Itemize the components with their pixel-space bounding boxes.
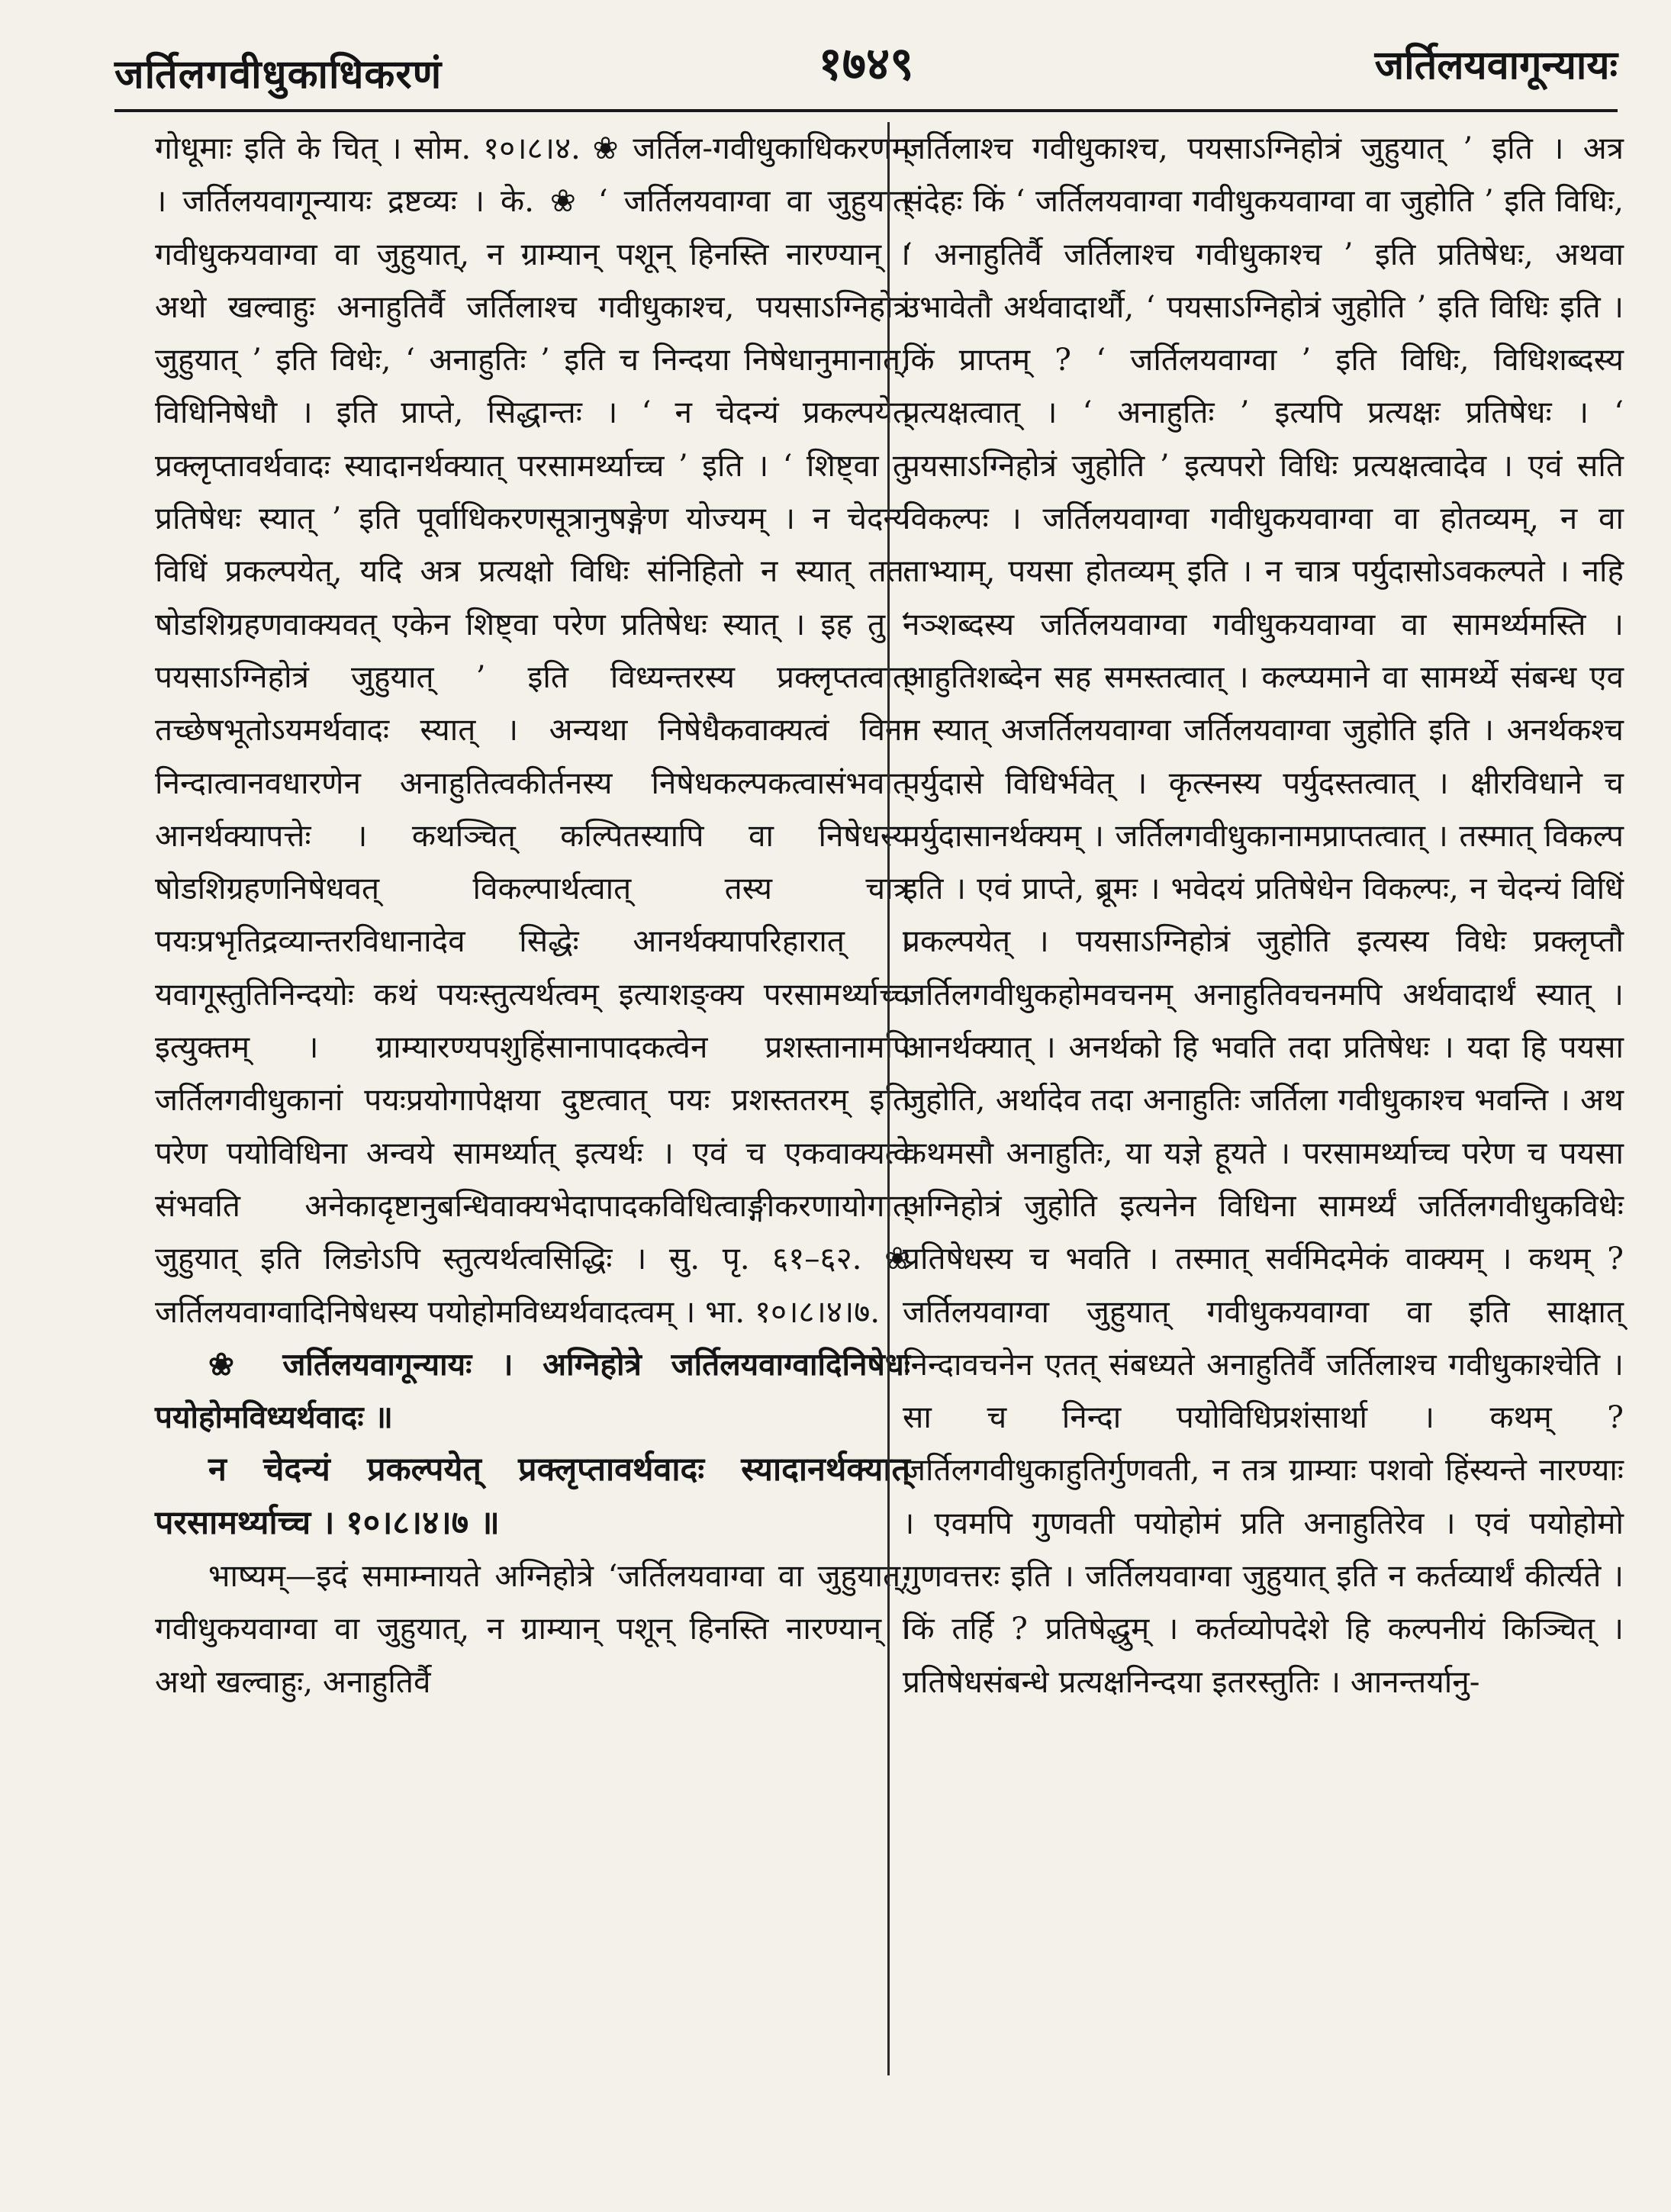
- right-column: [903, 122, 1624, 1708]
- running-header: [114, 31, 1618, 107]
- header-rule: [114, 109, 1618, 112]
- right-paragraph-1: जर्तिलाश्च गवीधुकाश्च, पयसाऽग्निहोत्रं जुहुयात् ’ इति । अत्र संदेहः किं ‘ जर्तिलयवाग्वा गवीधुकयवाग्वा वा जुहोति ’ इति विधिः, ‘ अनाहुतिर्वै जर्तिलाश्च गवीधुकाश्च ’ इति प्रतिषेधः, अथवा उभावेतौ अर्थवादार्थौ, ‘ पयसाऽग्निहोत्रं जुहोति ’ इति विधिः इति । किं प्राप्तम् ? ‘ जर्तिलयवाग्वा ’ इति विधिः, विधिशब्दस्य प्रत्यक्षत्वात् । ‘ अनाहुतिः ’ इत्यपि प्रत्यक्षः प्रतिषेधः । ‘ पयसाऽग्निहोत्रं जुहोति ’ इत्यपरो विधिः प्रत्यक्षत्वादेव । एवं सति विकल्पः । जर्तिलयवाग्वा गवीधुकयवाग्वा वा होतव्यम्, न वा ताभ्याम्, पयसा होतव्यम् इति । न चात्र पर्युदासोऽवकल्पते । नहि नञ्शब्दस्य जर्तिलयवाग्वा गवीधुकयवाग्वा वा सामर्थ्यमस्ति । आहुतिशब्देन सह समस्तत्वात् । कल्प्यमाने वा सामर्थ्ये संबन्ध एव न स्यात् अजर्तिलयवाग्वा जर्तिलयवाग्वा जुहोति इति । अनर्थकश्च पर्युदासे विधिर्भवेत् । कृत्स्नस्य पर्युदस्तत्वात् । क्षीरविधाने च पर्युदासानर्थक्यम् । जर्तिलगवीधुकानामप्राप्तत्वात् । तस्मात् विकल्प इति । एवं प्राप्ते, ब्रूमः । भवेदयं प्रतिषेधेन विकल्पः, न चेदन्यं विधिं प्रकल्पयेत् । पयसाऽग्निहोत्रं जुहोति इत्यस्य विधेः प्रक्लृप्तौ जर्तिलगवीधुकहोमवचनम् अनाहुतिवचनमपि अर्थवादार्थं स्यात् । आनर्थक्यात् । अनर्थको हि भवति तदा प्रतिषेधः । यदा हि पयसा जुहोति, अर्थादेव तदा अनाहुतिः जर्तिला गवीधुकाश्च भवन्ति । अथ कथमसौ अनाहुतिः, या यज्ञे हूयते । परसामर्थ्याच्च परेण च पयसा अग्निहोत्रं जुहोति इत्यनेन विधिना सामर्थ्यं जर्तिलगवीधुकविधेः प्रतिषेधस्य च भवति । तस्मात् सर्वमिदमेकं वाक्यम् । कथम् ? जर्तिलयवाग्वा जुहुयात् गवीधुकयवाग्वा वा इति साक्षात् निन्दावचनेन एतत् संबध्यते अनाहुतिर्वै जर्तिलाश्च गवीधुकाश्चेति । सा च निन्दा पयोविधिप्रशंसार्था । कथम् ? जर्तिलगवीधुकाहुतिर्गुणवती, न तत्र ग्राम्याः पशवो हिंस्यन्ते नारण्याः । एवमपि गुणवती पयोहोमं प्रति अनाहुतिरेव । एवं पयोहोमो गुणवत्तरः इति । जर्तिलयवाग्वा जुहुयात् इति न कर्तव्यार्थं कीर्त्यते । किं तर्हि ? प्रतिषेद्धुम् । कर्तव्योपदेशे हि कल्पनीयं किञ्चित् । प्रतिषेधसंबन्धे प्रत्यक्षनिन्दया इतरस्तुतिः । आनन्तर्यानु-: [903, 130, 1624, 1700]
- sutra-verse: न चेदन्यं प्रकल्पयेत् प्रक्लृप्तावर्थवादः स्यादानर्थक्यात् परसामर्थ्याच्च । १०।८।४।७ ॥: [155, 1451, 910, 1542]
- bhashya-paragraph: भाष्यम्—इदं समाम्नायते अग्निहोत्रे ‘जर्तिलयवाग्वा वा जुहुयात्, गवीधुकयवाग्वा वा जुहुयात्, न ग्राम्यान् पशून् हिनस्ति नारण्यान् । अथो खल्वाहुः, अनाहुतिर्वै: [155, 1557, 910, 1700]
- page-number: १७४९: [818, 37, 914, 91]
- right-running-title: जर्तिलयवागून्यायः: [1374, 42, 1618, 89]
- left-paragraph-1: गोधूमाः इति के चित् । सोम. १०।८।४. ❀ जर्तिल-गवीधुकाधिकरणम् । जर्तिलयवागून्यायः द्रष्टव्यः । के. ❀ ‘ जर्तिलयवाग्वा वा जुहुयात् गवीधुकयवाग्वा वा जुहुयात्, न ग्राम्यान् पशून् हिनस्ति नारण्यान् । अथो खल्वाहुः अनाहुतिर्वै जर्तिलाश्च गवीधुकाश्च, पयसाऽग्निहोत्रं जुहुयात् ’ इति विधेः, ‘ अनाहुतिः ’ इति च निन्दया निषेधानुमानात्, विधिनिषेधौ । इति प्राप्ते, सिद्धान्तः । ‘ न चेदन्यं प्रकल्पयेत् प्रक्लृप्तावर्थवादः स्यादानर्थक्यात् परसामर्थ्याच्च ’ इति । ‘ शिष्ट्वा तु प्रतिषेधः स्यात् ’ इति पूर्वाधिकरणसूत्रानुषङ्गेण योज्यम् । न चेदन्यं विधिं प्रकल्पयेत्, यदि अत्र प्रत्यक्षो विधिः संनिहितो न स्यात् ततः षोडशिग्रहणवाक्यवत् एकेन शिष्ट्वा परेण प्रतिषेधः स्यात् । इह तु ‘ पयसाऽग्निहोत्रं जुहुयात् ’ इति विध्यन्तरस्य प्रक्लृप्तत्वात् तच्छेषभूतोऽयमर्थवादः स्यात् । अन्यथा निषेधैकवाक्यत्वं विना निन्दात्वानवधारणेन अनाहुतित्वकीर्तनस्य निषेधकल्पकत्वासंभवात् आनर्थक्यापत्तेः । कथञ्चित् कल्पितस्यापि वा निषेधस्य षोडशिग्रहणनिषेधवत् विकल्पार्थत्वात् तस्य चात्र पयःप्रभृतिद्रव्यान्तरविधानादेव सिद्धेः आनर्थक्यापरिहारात् । यवागूस्तुतिनिन्दयोः कथं पयःस्तुत्यर्थत्वम् इत्याशङ्क्य परसामर्थ्याच्च इत्युक्तम् । ग्राम्यारण्यपशुहिंसानापादकत्वेन प्रशस्तानामपि जर्तिलगवीधुकानां पयःप्रयोगापेक्षया दुष्टत्वात् पयः प्रशस्ततरम् इति परेण पयोविधिना अन्वये सामर्थ्यात् इत्यर्थः । एवं च एकवाक्यत्वे संभवति अनेकादृष्टानुबन्धिवाक्यभेदापादकविधित्वाङ्गीकरणायोगात् जुहुयात् इति लिङोऽपि स्तुत्यर्थत्वसिद्धिः । सु. पृ. ६१–६२. ❀ जर्तिलयवाग्वादिनिषेधस्य पयोहोमविध्यर्थवादत्वम् । भा. १०।८।४।७.: [155, 130, 910, 1330]
- column-divider: [887, 122, 890, 2075]
- nyaya-heading: ❀ जर्तिलयवागून्यायः । अग्निहोत्रे जर्तिलयवाग्वादिनिषेधः पयोहोमविध्यर्थवादः ॥: [155, 1345, 910, 1436]
- left-running-title: जर्तिलगवीधुकाधिकरणं: [114, 51, 443, 98]
- left-column: [155, 122, 910, 1708]
